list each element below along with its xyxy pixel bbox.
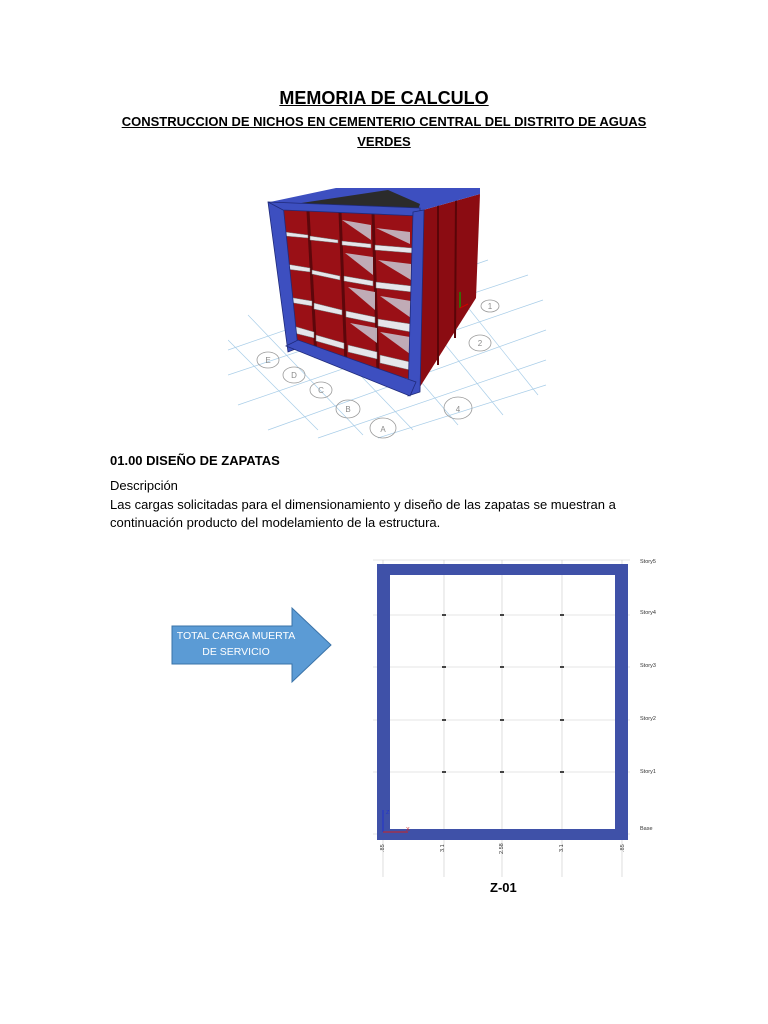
dimension-label: 3.1 — [559, 844, 565, 852]
story-label: Story4 — [640, 610, 656, 616]
story-label: Story2 — [640, 716, 656, 722]
side-wall — [416, 194, 480, 390]
frame-joints — [442, 614, 564, 773]
story-label: Story3 — [640, 663, 656, 669]
section-heading: 01.00 DISEÑO DE ZAPATAS — [110, 453, 280, 468]
document-subtitle: CONSTRUCCION DE NICHOS EN CEMENTERIO CENTRAL DEL DISTRITO DE AGUAS VERDES — [121, 114, 647, 149]
story-label: Story5 — [640, 559, 656, 565]
dimension-label: .85 — [380, 844, 386, 852]
figure-caption: Z-01 — [490, 880, 517, 895]
grid-label-2: 2 — [477, 339, 483, 348]
grid-label-4: 4 — [455, 405, 461, 414]
grid-label-e: E — [265, 356, 271, 365]
grid-label-c: C — [318, 386, 324, 395]
callout-text — [172, 628, 300, 660]
grid-label-b: B — [345, 405, 351, 414]
grid-label-1: 1 — [487, 302, 493, 311]
grid-label-d: D — [291, 371, 297, 380]
dimension-label: 3.1 — [440, 844, 446, 852]
dimension-label: 2.58 — [499, 843, 505, 854]
callout-line-2: DE SERVICIO — [202, 646, 270, 658]
axis-z-label: Z — [386, 810, 390, 816]
dimension-label: .85 — [620, 844, 626, 852]
story-label: Base — [640, 826, 653, 832]
axis-x-label: X — [406, 827, 410, 833]
structure-3d-model — [228, 180, 548, 442]
description-text: Las cargas solicitadas para el dimensionamiento y diseño de las zapatas se muestran a continuación producto del modelamiento de la estructura. — [110, 497, 616, 530]
description-label: Descripción — [110, 478, 178, 493]
elevation-frame — [377, 564, 628, 840]
story-label: Story1 — [640, 769, 656, 775]
callout-line-1: TOTAL CARGA MUERTA — [176, 630, 296, 642]
grid-label-a: A — [380, 425, 386, 434]
document-title: MEMORIA DE CALCULO — [279, 88, 489, 108]
elevation-view — [368, 552, 668, 878]
